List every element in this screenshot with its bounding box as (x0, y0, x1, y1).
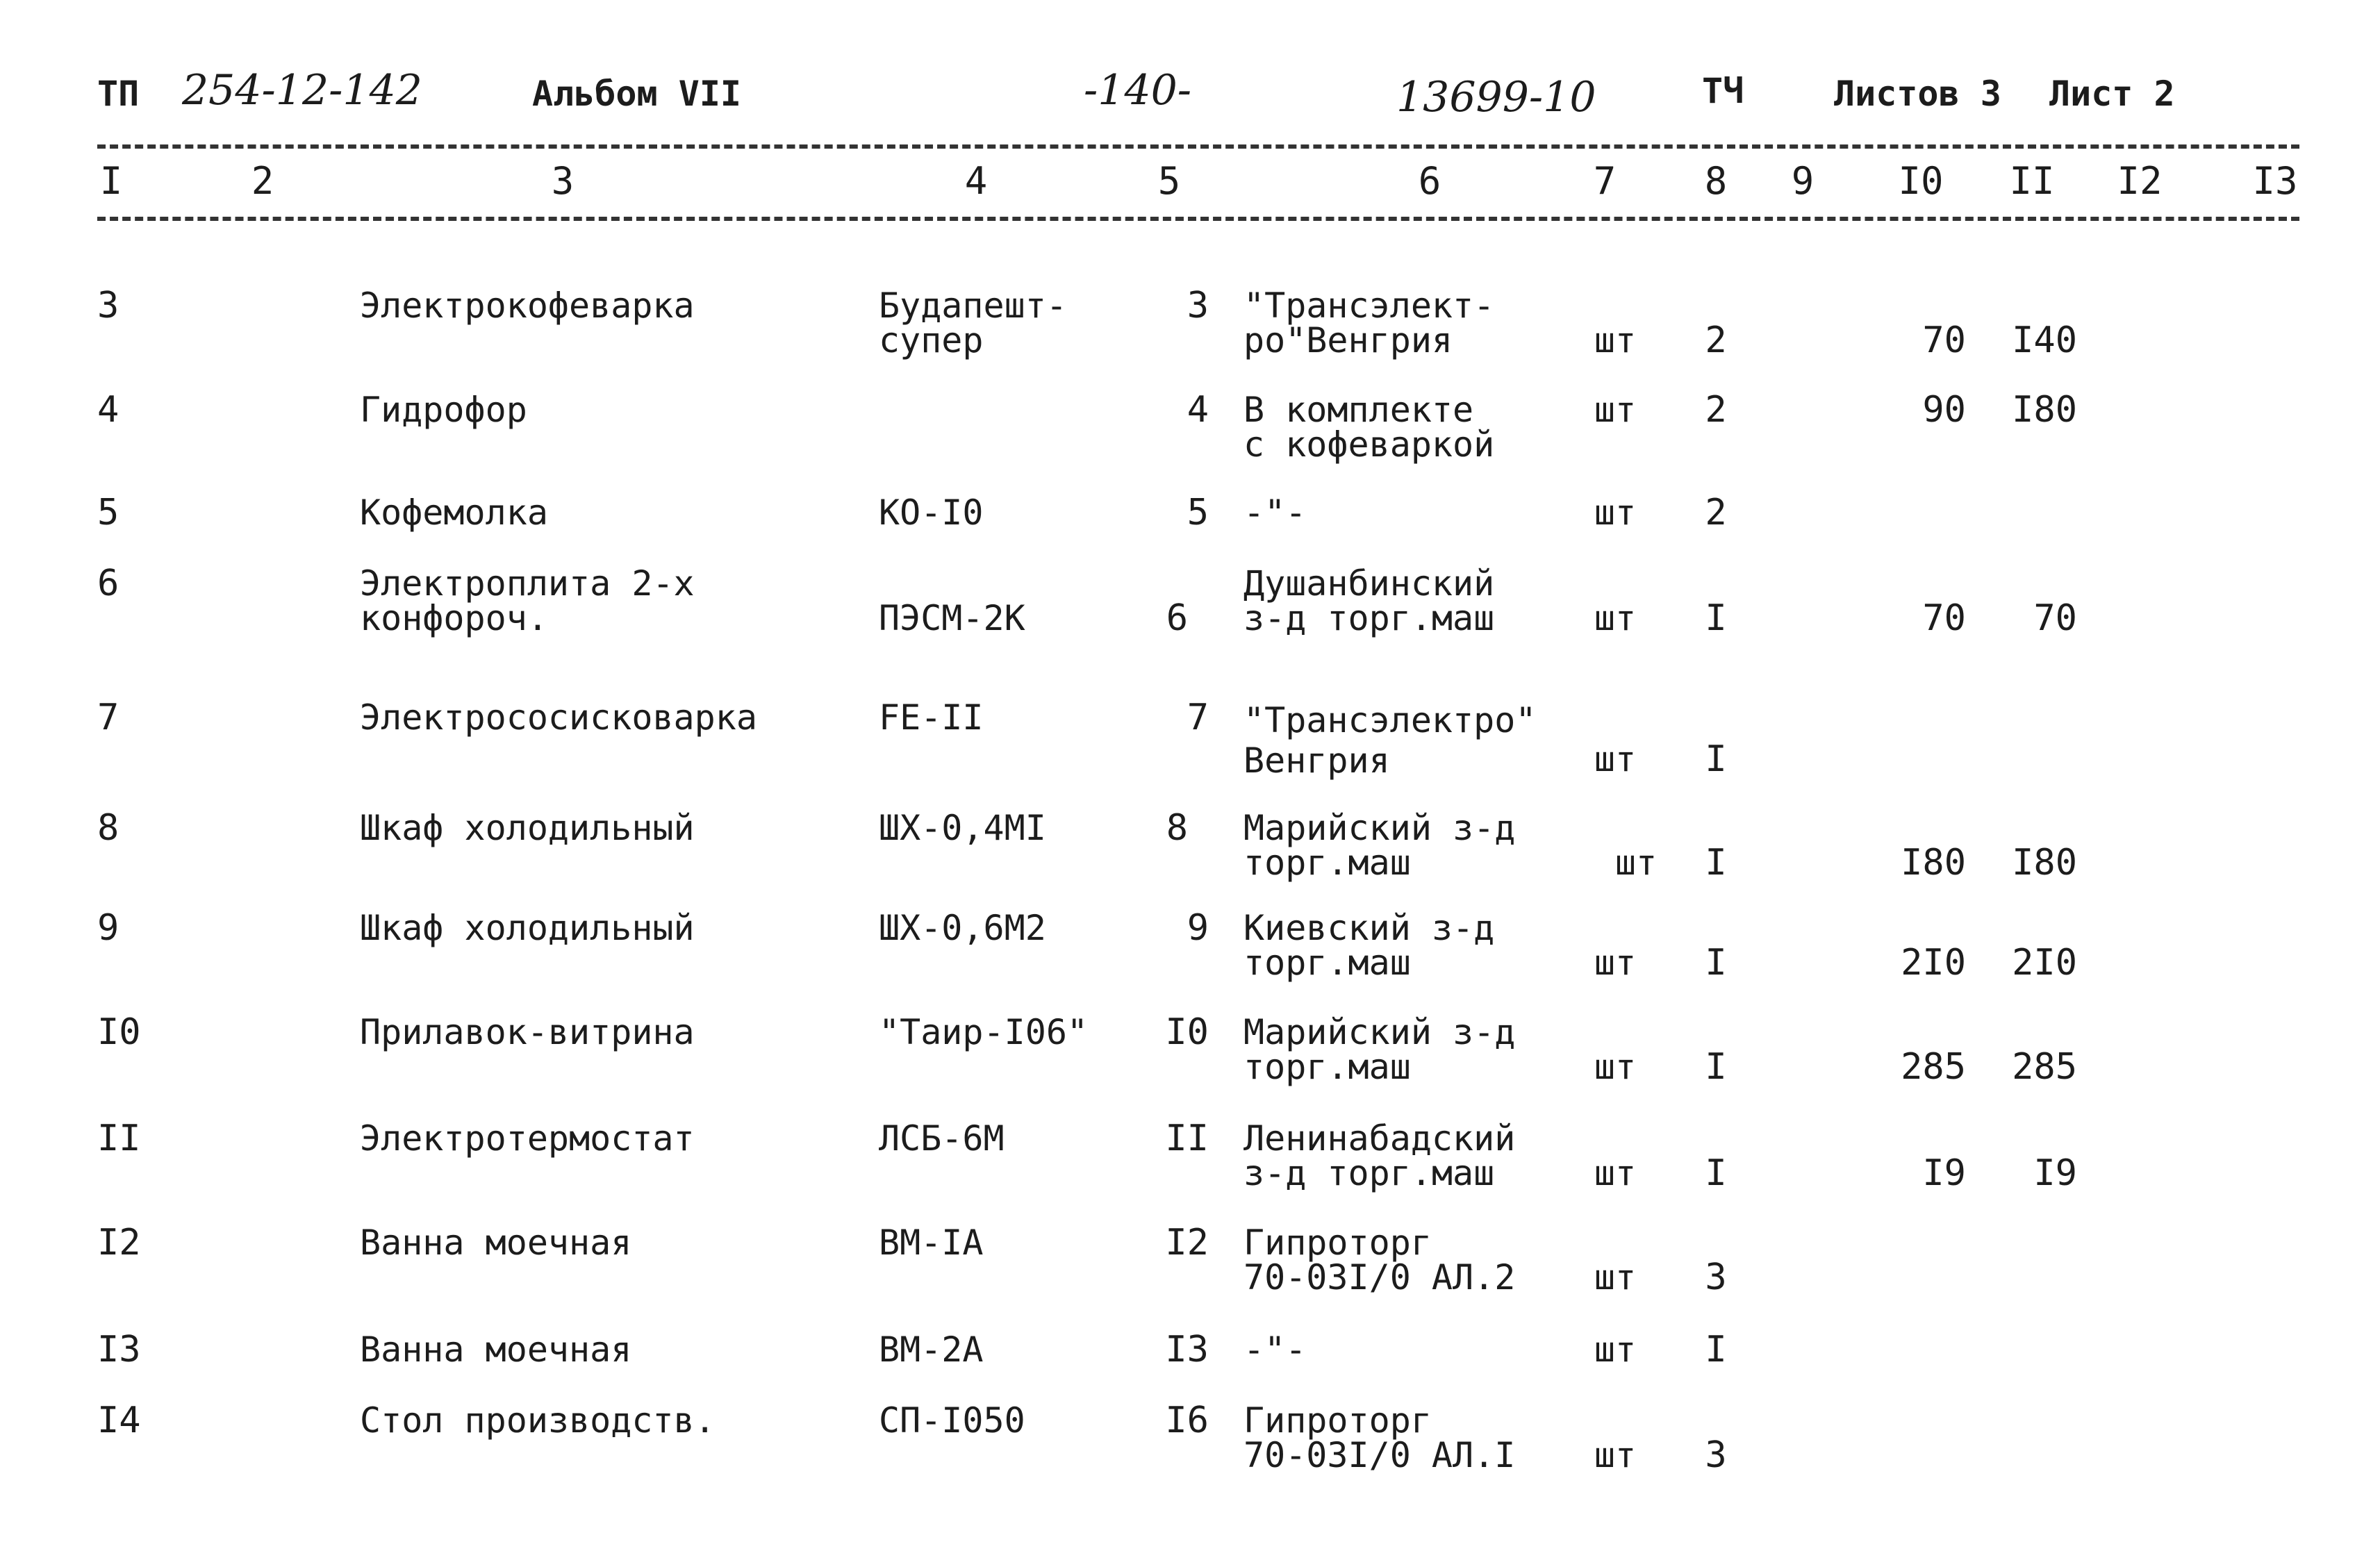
column-number: 2 (251, 159, 274, 203)
item-name: Электроплита 2-х конфороч. (360, 563, 695, 638)
item-index: I0 (1165, 1011, 1209, 1053)
row-position: 3 (97, 285, 119, 326)
item-name: Прилавок-витрина (360, 1012, 695, 1052)
item-model: ЛСБ-6М (879, 1118, 1005, 1159)
item-quantity: 2 (1705, 320, 1727, 361)
item-total: 70 (2033, 597, 2077, 639)
item-model: ШХ-0,6М2 (879, 908, 1046, 948)
item-unit-price: I9 (1922, 1152, 1966, 1194)
item-unit: шт (1614, 843, 1658, 883)
item-quantity: 2 (1705, 389, 1727, 431)
item-unit: шт (1594, 1257, 1637, 1298)
item-model: СП-I050 (879, 1400, 1025, 1441)
item-unit: шт (1594, 1153, 1637, 1193)
item-quantity: 2 (1705, 492, 1727, 533)
item-total: 2I0 (2012, 942, 2077, 984)
sheet-number: Лист 2 (2049, 74, 2175, 114)
item-unit: шт (1594, 598, 1637, 638)
row-position: 6 (97, 563, 119, 604)
column-number: 7 (1593, 159, 1617, 203)
column-number: 5 (1157, 159, 1181, 203)
item-total: I80 (2012, 842, 2077, 884)
item-index: I3 (1165, 1329, 1209, 1370)
column-number: I0 (1898, 159, 1944, 203)
row-position: 7 (97, 697, 119, 738)
item-name: Ванна моечная (360, 1329, 632, 1370)
item-manufacturer: -"- (1243, 1329, 1307, 1370)
item-index: 8 (1166, 807, 1188, 849)
row-position: I4 (97, 1400, 141, 1441)
item-index: 3 (1187, 285, 1209, 326)
item-unit-price: 2I0 (1901, 942, 1966, 984)
item-index: 5 (1187, 492, 1209, 533)
item-name: Кофемолка (360, 492, 548, 533)
item-unit-price: 285 (1901, 1046, 1966, 1088)
sheets-total: Листов 3 (1834, 74, 2001, 114)
item-quantity: I (1705, 1046, 1727, 1088)
row-position: I3 (97, 1329, 141, 1370)
item-name: Гидрофор (360, 390, 527, 430)
item-model: ПЭСМ-2К (879, 598, 1025, 638)
item-quantity: 3 (1705, 1257, 1727, 1298)
item-index: 9 (1187, 907, 1209, 949)
item-manufacturer: Ленинабадский з-д торг.маш (1243, 1118, 1516, 1193)
item-unit: шт (1594, 943, 1637, 983)
item-unit: шт (1594, 1047, 1637, 1087)
header-divider-bottom (97, 217, 2299, 221)
item-manufacturer: Марийский з-д торг.маш (1243, 808, 1516, 883)
row-position: 9 (97, 907, 119, 949)
item-quantity: I (1705, 1329, 1727, 1370)
item-manufacturer: "Трансэлект- ро"Венгрия (1243, 285, 1495, 361)
column-number: I2 (2117, 159, 2163, 203)
row-position: 8 (97, 807, 119, 849)
item-index: I6 (1165, 1400, 1209, 1441)
item-model: "Таир-I06" (879, 1012, 1089, 1052)
item-quantity: I (1705, 842, 1727, 884)
item-manufacturer: "Трансэлектро" Венгрия (1243, 700, 1537, 781)
column-number: I (99, 159, 123, 203)
column-number: I3 (2252, 159, 2298, 203)
item-name: Стол производств. (360, 1400, 716, 1441)
item-manufacturer: Гипроторг 70-03I/0 АЛ.2 (1243, 1223, 1516, 1298)
project-code: 254-12-142 (182, 66, 422, 115)
column-number: 8 (1704, 159, 1728, 203)
tp-label: ТП (97, 74, 140, 114)
row-position: I2 (97, 1222, 141, 1263)
item-model: ШХ-0,4МI (879, 808, 1046, 848)
item-name: Шкаф холодильный (360, 908, 695, 948)
column-number: 3 (551, 159, 575, 203)
item-name: Электрососисковарка (360, 697, 757, 738)
item-manufacturer: -"- (1243, 492, 1307, 533)
column-number: 6 (1418, 159, 1441, 203)
doc-number: 13699-10 (1396, 73, 1596, 122)
row-position: 5 (97, 492, 119, 533)
item-name: Ванна моечная (360, 1223, 632, 1263)
item-index: 7 (1187, 697, 1209, 738)
item-unit-price: 70 (1922, 597, 1966, 639)
row-position: 4 (97, 389, 119, 431)
item-model: ВМ-2А (879, 1329, 984, 1370)
item-model: FE-II (879, 697, 984, 738)
item-manufacturer: Киевский з-д торг.маш (1243, 908, 1495, 983)
item-total: I9 (2033, 1152, 2077, 1194)
item-unit: шт (1594, 739, 1637, 779)
item-model: ВМ-IА (879, 1223, 984, 1263)
item-name: Шкаф холодильный (360, 808, 695, 848)
item-unit: шт (1594, 1329, 1637, 1370)
album-label: Альбом VII (532, 74, 742, 114)
item-unit-price: I80 (1901, 842, 1966, 884)
item-index: 4 (1187, 389, 1209, 431)
item-name: Электротермостат (360, 1118, 695, 1159)
item-model: КО-I0 (879, 492, 984, 533)
item-manufacturer: В комплекте с кофеваркой (1243, 390, 1495, 465)
item-quantity: I (1705, 738, 1727, 780)
item-unit: шт (1594, 320, 1637, 361)
item-total: 285 (2012, 1046, 2077, 1088)
row-position: II (97, 1118, 141, 1159)
item-unit: шт (1594, 492, 1637, 533)
item-index: I2 (1165, 1222, 1209, 1263)
item-manufacturer: Гипроторг 70-03I/0 АЛ.I (1243, 1400, 1516, 1475)
item-quantity: I (1705, 1152, 1727, 1194)
item-unit: шт (1594, 390, 1637, 430)
item-unit: шт (1594, 1435, 1637, 1475)
item-manufacturer: Душанбинский з-д торг.маш (1243, 563, 1495, 638)
column-number: 4 (964, 159, 988, 203)
section-code: ТЧ (1702, 71, 1744, 111)
item-quantity: 3 (1705, 1434, 1727, 1476)
item-name: Электрокофеварка (360, 285, 695, 326)
item-quantity: I (1705, 597, 1727, 639)
row-position: I0 (97, 1011, 141, 1053)
item-unit-price: 90 (1922, 389, 1966, 431)
item-total: I40 (2012, 320, 2077, 361)
item-index: II (1165, 1118, 1209, 1159)
page-number: -140- (1084, 66, 1192, 115)
item-total: I80 (2012, 389, 2077, 431)
item-model: Будапешт- супер (879, 285, 1067, 361)
item-manufacturer: Марийский з-д торг.маш (1243, 1012, 1516, 1087)
item-index: 6 (1166, 597, 1188, 639)
header-divider-top (97, 144, 2299, 149)
item-unit-price: 70 (1922, 320, 1966, 361)
column-number: II (2009, 159, 2055, 203)
item-quantity: I (1705, 942, 1727, 984)
column-number: 9 (1791, 159, 1815, 203)
